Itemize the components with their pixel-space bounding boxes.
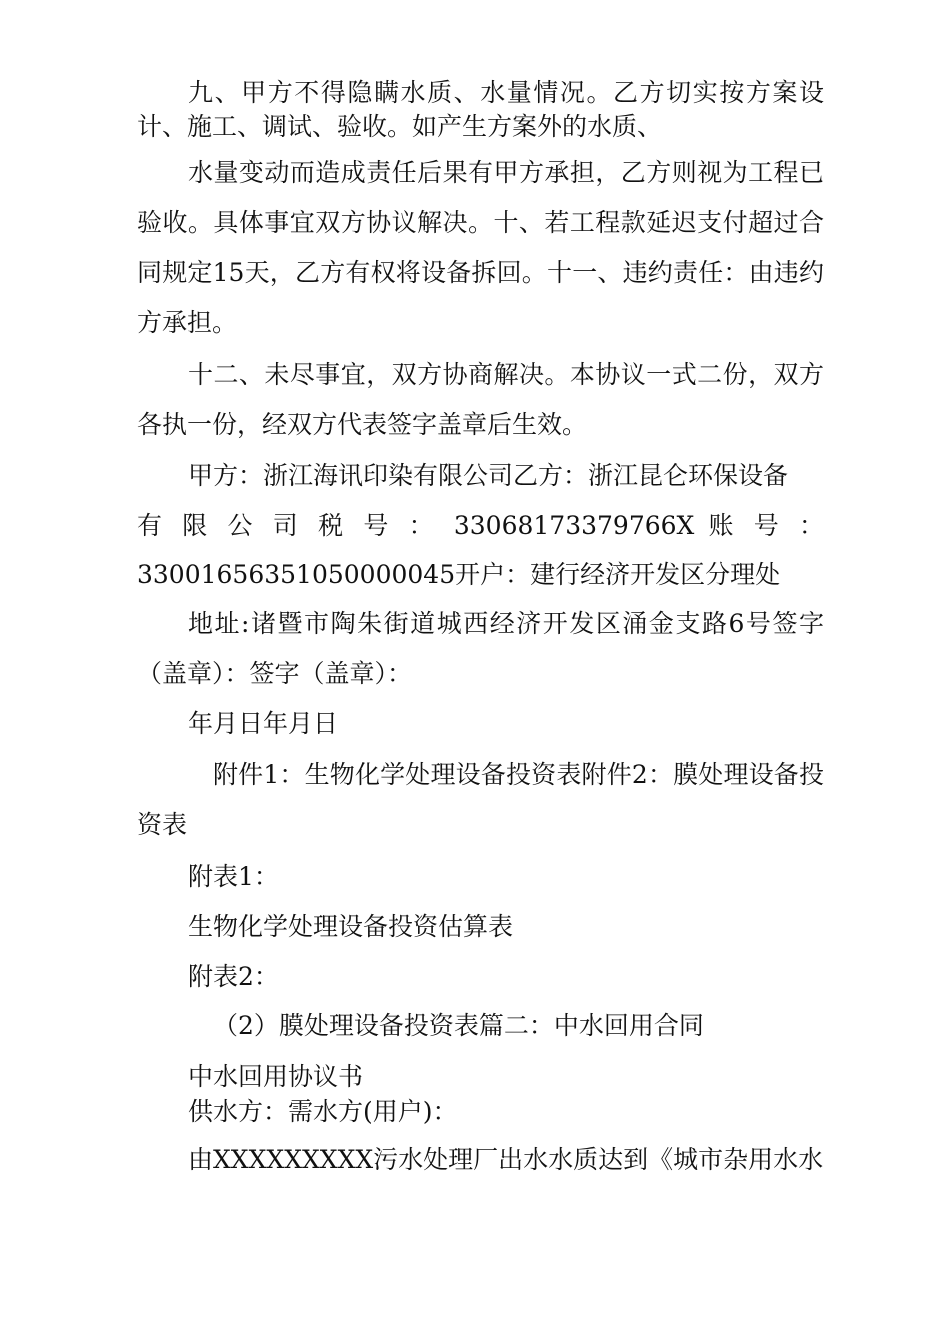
agreement-heading: 中水回用协议书 — [188, 1062, 364, 1091]
paragraph-clause-9: 九、甲方不得隐瞒水质、水量情况。乙方切实按方案设计、施工、调试、验收。如产生方案外的水质、 — [137, 78, 824, 141]
party-info-line-2: 有 限 公 司 税 号 ： 33068173379766X 账 号 ： — [137, 511, 824, 540]
appendix-1-title: 生物化学处理设备投资估算表 — [188, 912, 514, 941]
date-line: 年月日年月日 — [188, 709, 339, 738]
paragraph-clauses-10-11: 水量变动而造成责任后果有甲方承担，乙方则视为工程已验收。具体事宜双方协议解决。十、若工程款延迟支付超过合同规定15天，乙方有权将设备拆回。十一、违约责任：由违约方承担。 — [137, 158, 824, 337]
water-quality-sentence: 由XXXXXXXXX污水处理厂出水水质达到《城市杂用水水 — [188, 1145, 824, 1174]
party-info-line-3: 33001656351050000045开户：建行经济开发区分理处 — [137, 560, 781, 589]
appendix-2-label: 附表2： — [188, 962, 279, 991]
party-info-line-1: 甲方：浙江海讯印染有限公司乙方：浙江昆仑环保设备 — [188, 461, 789, 490]
attachments-paragraph: 附件1：生物化学处理设备投资表附件2：膜处理设备投资表 — [137, 760, 824, 839]
paragraph-clause-12: 十二、未尽事宜，双方协商解决。本协议一式二份，双方各执一份，经双方代表签字盖章后生效。 — [137, 360, 824, 439]
parties-line: 供水方：需水方(用户)： — [188, 1097, 458, 1126]
address-signature-paragraph: 地址:诸暨市陶朱街道城西经济开发区涌金支路6号签字（盖章）：签字（盖章）： — [137, 609, 824, 688]
appendix-1-label: 附表1： — [188, 862, 279, 891]
appendix-2-title: （2）膜处理设备投资表篇二：中水回用合同 — [213, 1011, 704, 1040]
